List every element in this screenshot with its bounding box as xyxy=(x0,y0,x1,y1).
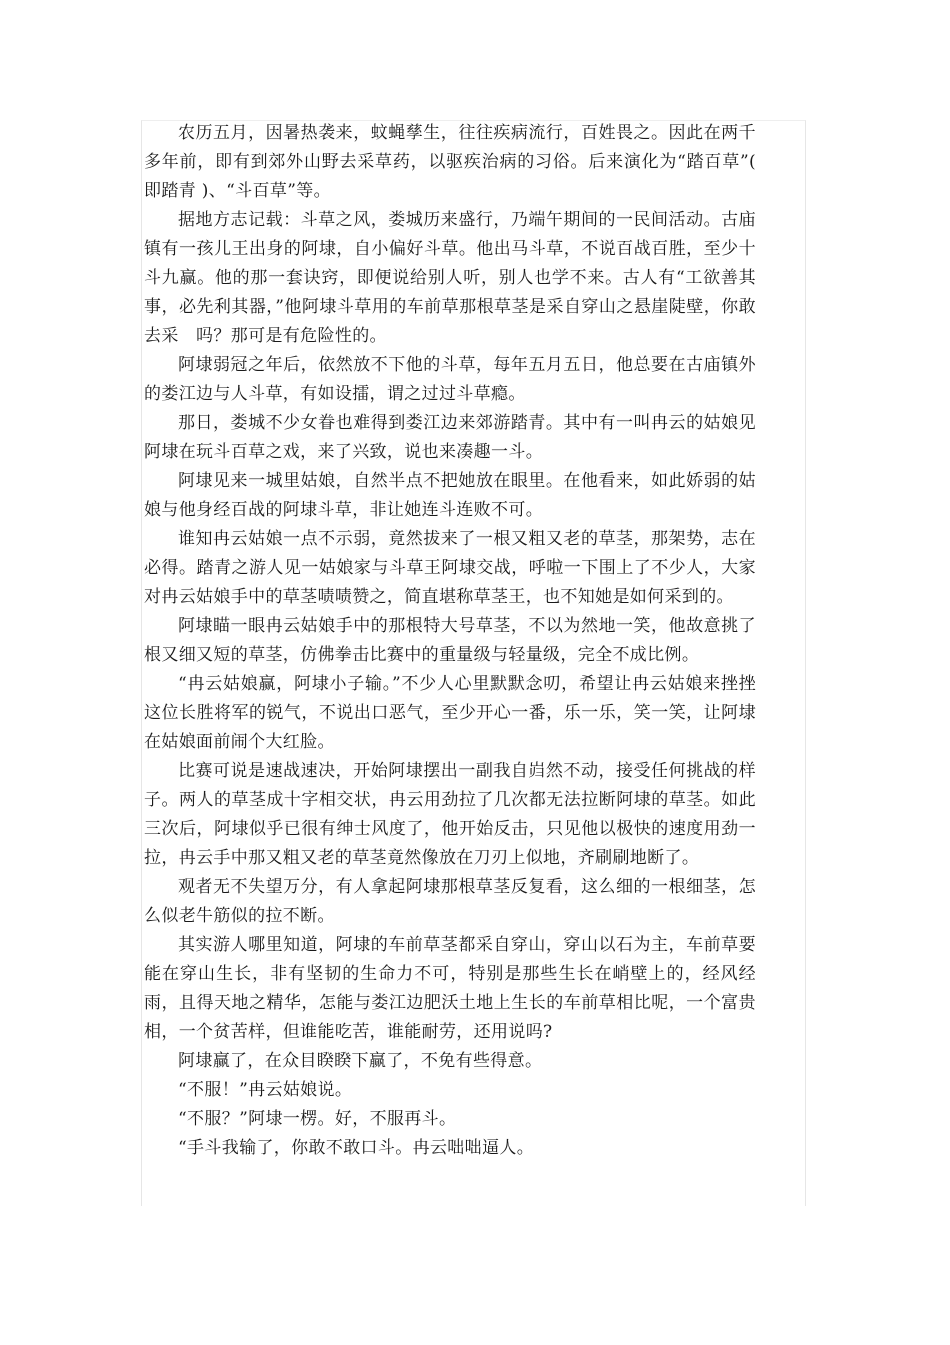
paragraph-9: 比赛可说是速战速决，开始阿埭摆出一副我自岿然不动，接受任何挑战的样子。两人的草茎成十字相交状，冉云用劲拉了几次都无法拉断阿埭的草茎。如此三次后，阿埭似乎已很有绅士风度了，他开始反击，只见他以极快的速度用劲一拉，冉云手中那又粗又老的草茎竟然像放在刀刃上似地，齐刷刷地断了。 xyxy=(144,761,756,868)
paragraph-3: 阿埭弱冠之年后，依然放不下他的斗草，每年五月五日，他总要在古庙镇外的娄江边与人斗草，有如设擂，谓之过过斗草瘾。 xyxy=(144,355,756,404)
paragraph-5: 阿埭见来一城里姑娘，自然半点不把她放在眼里。在他看来，如此娇弱的姑娘与他身经百战的阿埭斗草，非让她连斗连败不可。 xyxy=(144,471,756,520)
paragraph-7: 阿埭瞄一眼冉云姑娘手中的那根特大号草茎，不以为然地一笑，他故意挑了根又细又短的草茎，仿佛拳击比赛中的重量级与轻量级，完全不成比例。 xyxy=(144,616,756,665)
paragraph-6: 谁知冉云姑娘一点不示弱，竟然拔来了一根又粗又老的草茎，那架势，志在必得。踏青之游人见一姑娘家与斗草王阿埭交战，呼啦一下围上了不少人，大家对冉云姑娘手中的草茎啧啧赞之，简直堪称草茎王，也不知她是如何采到的。 xyxy=(144,529,756,607)
paragraph-1: 农历五月，因暑热袭来，蚊蝇孳生，往往疾病流行，百姓畏之。因此在两千多年前，即有到郊外山野去采草药，以驱疾治病的习俗。后来演化为“踏百草”( 即踏青 )、“斗百草”等。 xyxy=(144,123,756,201)
paragraph-14: “不服？”阿埭一楞。好，不服再斗。 xyxy=(178,1109,457,1129)
paragraph-4: 那日，娄城不少女眷也难得到娄江边来郊游踏青。其中有一叫冉云的姑娘见阿埭在玩斗百草之戏，来了兴致，说也来凑趣一斗。 xyxy=(144,413,756,462)
paragraph-8: “冉云姑娘赢，阿埭小子输。”不少人心里默默念叨，希望让冉云姑娘来挫挫这位长胜将军的锐气，不说出口恶气，至少开心一番，乐一乐，笑一笑，让阿埭在姑娘面前闹个大红脸。 xyxy=(144,674,756,752)
paragraph-12: 阿埭赢了，在众目睽睽下赢了，不免有些得意。 xyxy=(178,1051,543,1071)
paragraph-13: “不服！”冉云姑娘说。 xyxy=(178,1080,353,1100)
story-body xyxy=(144,119,756,1163)
paragraph-11: 其实游人哪里知道，阿埭的车前草茎都采自穿山，穿山以石为主，车前草要能在穿山生长，非有坚韧的生命力不可，特别是那些生长在峭壁上的，经风经雨，且得天地之精华，怎能与娄江边肥沃土地上生长的车前草相比呢，一个富贵相，一个贫苦样，但谁能吃苦，谁能耐劳，还用说吗? xyxy=(144,935,756,1042)
paragraph-2: 据地方志记载：斗草之风，娄城历来盛行，乃端午期间的一民间活动。古庙镇有一孩儿王出身的阿埭，自小偏好斗草。他出马斗草，不说百战百胜，至少十斗九赢。他的那一套诀窍，即便说给别人听，别人也学不来。古人有“工欲善其事，必先利其器，”他阿埭斗草用的车前草那根草茎是采自穿山之悬崖陡壁，你敢去采 吗？那可是有危险性的。 xyxy=(144,210,756,346)
paragraph-15: “手斗我输了，你敢不敢口斗。冉云咄咄逼人。 xyxy=(178,1138,535,1158)
paragraph-10: 观者无不失望万分，有人拿起阿埭那根草茎反复看，这么细的一根细茎，怎么似老牛筋似的拉不断。 xyxy=(144,877,756,926)
